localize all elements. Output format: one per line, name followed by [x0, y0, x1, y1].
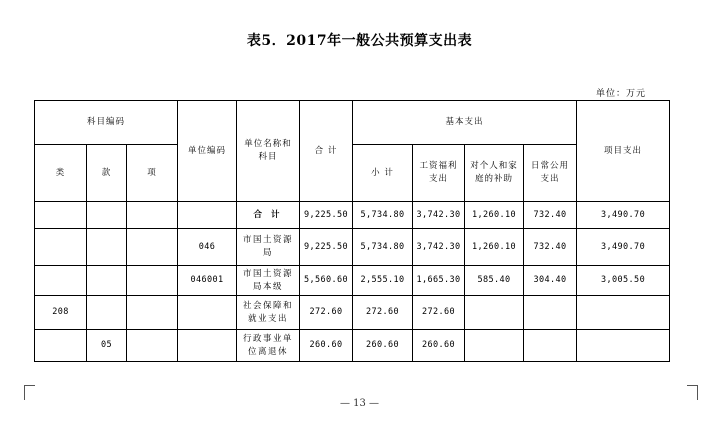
- table-row: [35, 266, 670, 296]
- table-row: [35, 229, 670, 266]
- cell-subtotal: 2,555.10: [353, 266, 413, 296]
- cell-subtotal: 260.60: [353, 330, 413, 362]
- header-wages: [413, 145, 465, 202]
- cell-personal: 1,260.10: [465, 202, 524, 229]
- header-total: 合 计: [300, 101, 353, 202]
- header-unit-name-line1: 单位名称和: [244, 139, 292, 149]
- header-row-1: [35, 101, 670, 145]
- table-row: [35, 330, 670, 362]
- cell-subtotal: 5,734.80: [353, 202, 413, 229]
- header-subject-code: 科目编码: [35, 101, 178, 145]
- cell-subtotal: 272.60: [353, 296, 413, 330]
- cell-unit-code: [178, 296, 237, 330]
- cell-daily: 732.40: [524, 229, 577, 266]
- table-row: [35, 202, 670, 229]
- cell-unit-name-line1: 行政事业单: [243, 333, 294, 344]
- header-subtotal: 小 计: [353, 145, 413, 202]
- cell-personal: 1,260.10: [465, 229, 524, 266]
- cell-kuan: 05: [87, 330, 127, 362]
- cell-xiang: [127, 330, 178, 362]
- cell-total: 272.60: [300, 296, 353, 330]
- cell-daily: 732.40: [524, 202, 577, 229]
- cell-total: 260.60: [300, 330, 353, 362]
- cell-total: 9,225.50: [300, 229, 353, 266]
- cell-xiang: [127, 229, 178, 266]
- cell-unit-name-line2: 就业支出: [248, 313, 289, 324]
- cell-unit-code: 046001: [178, 266, 237, 296]
- header-daily-line2: 支出: [540, 174, 560, 184]
- cell-wages: 3,742.30: [413, 229, 465, 266]
- cell-project: [577, 330, 670, 362]
- cell-daily: 304.40: [524, 266, 577, 296]
- cell-xiang: [127, 296, 178, 330]
- cell-xiang: [127, 266, 178, 296]
- cell-wages: 272.60: [413, 296, 465, 330]
- cell-project: 3,490.70: [577, 202, 670, 229]
- cell-kuan: [87, 296, 127, 330]
- cell-unit-code: [178, 330, 237, 362]
- cell-unit-name: [237, 296, 300, 330]
- cell-daily: [524, 330, 577, 362]
- cell-unit-name: [237, 202, 300, 229]
- cell-project: 3,005.50: [577, 266, 670, 296]
- page-number: — 13 —: [339, 398, 380, 409]
- cell-unit-name-line1: 合 计: [253, 209, 283, 220]
- cell-xiang: [127, 202, 178, 229]
- header-lei: 类: [35, 145, 87, 202]
- header-wages-line1: 工资福利: [419, 161, 458, 171]
- cell-unit-name-line1: 社会保障和: [243, 300, 294, 311]
- cell-unit-name-line1: 市国土资源: [243, 235, 294, 245]
- cell-unit-name-line2: 局: [263, 248, 274, 258]
- cell-subtotal: 5,734.80: [353, 229, 413, 266]
- header-personal: [465, 145, 524, 202]
- header-row-2: [35, 145, 670, 202]
- cell-kuan: [87, 202, 127, 229]
- cell-unit-code: 046: [178, 229, 237, 266]
- header-xiang: 项: [127, 145, 178, 202]
- header-unit-code: 单位编码: [178, 101, 237, 202]
- cell-unit-name-line2: 位离退休: [248, 346, 289, 357]
- cell-unit-name-line1: 市国土资源: [243, 268, 294, 279]
- cell-daily: [524, 296, 577, 330]
- cell-kuan: [87, 266, 127, 296]
- cell-project: 3,490.70: [577, 229, 670, 266]
- header-daily: [524, 145, 577, 202]
- header-personal-line2: 庭的补助: [475, 174, 514, 184]
- cell-personal: [465, 296, 524, 330]
- cell-unit-name: [237, 229, 300, 266]
- cell-unit-name: [237, 266, 300, 296]
- cell-project: [577, 296, 670, 330]
- cell-wages: 260.60: [413, 330, 465, 362]
- header-personal-line1: 对个人和家: [470, 161, 518, 171]
- header-wages-line2: 支出: [429, 174, 449, 184]
- cell-personal: 585.40: [465, 266, 524, 296]
- cell-lei: [35, 266, 87, 296]
- header-unit-name-line2: 科目: [258, 152, 278, 162]
- cell-lei: 208: [35, 296, 87, 330]
- cell-wages: 1,665.30: [413, 266, 465, 296]
- cell-wages: 3,742.30: [413, 202, 465, 229]
- cell-personal: [465, 330, 524, 362]
- budget-table: [34, 100, 670, 362]
- unit-label: 单位：万元: [596, 89, 647, 99]
- cell-lei: [35, 229, 87, 266]
- header-basic: 基本支出: [353, 101, 577, 145]
- header-kuan: 款: [87, 145, 127, 202]
- header-daily-line1: 日常公用: [531, 161, 570, 171]
- header-project: 项目支出: [577, 101, 670, 202]
- cell-kuan: [87, 229, 127, 266]
- cell-unit-name-line2: 局本级: [253, 281, 284, 292]
- table-title: 表5．2017年一般公共预算支出表: [246, 33, 473, 49]
- cell-total: 9,225.50: [300, 202, 353, 229]
- table-row: [35, 296, 670, 330]
- cell-lei: [35, 202, 87, 229]
- cell-lei: [35, 330, 87, 362]
- header-unit-name: [237, 101, 300, 202]
- cell-unit-code: [178, 202, 237, 229]
- cell-unit-name: [237, 330, 300, 362]
- cell-total: 5,560.60: [300, 266, 353, 296]
